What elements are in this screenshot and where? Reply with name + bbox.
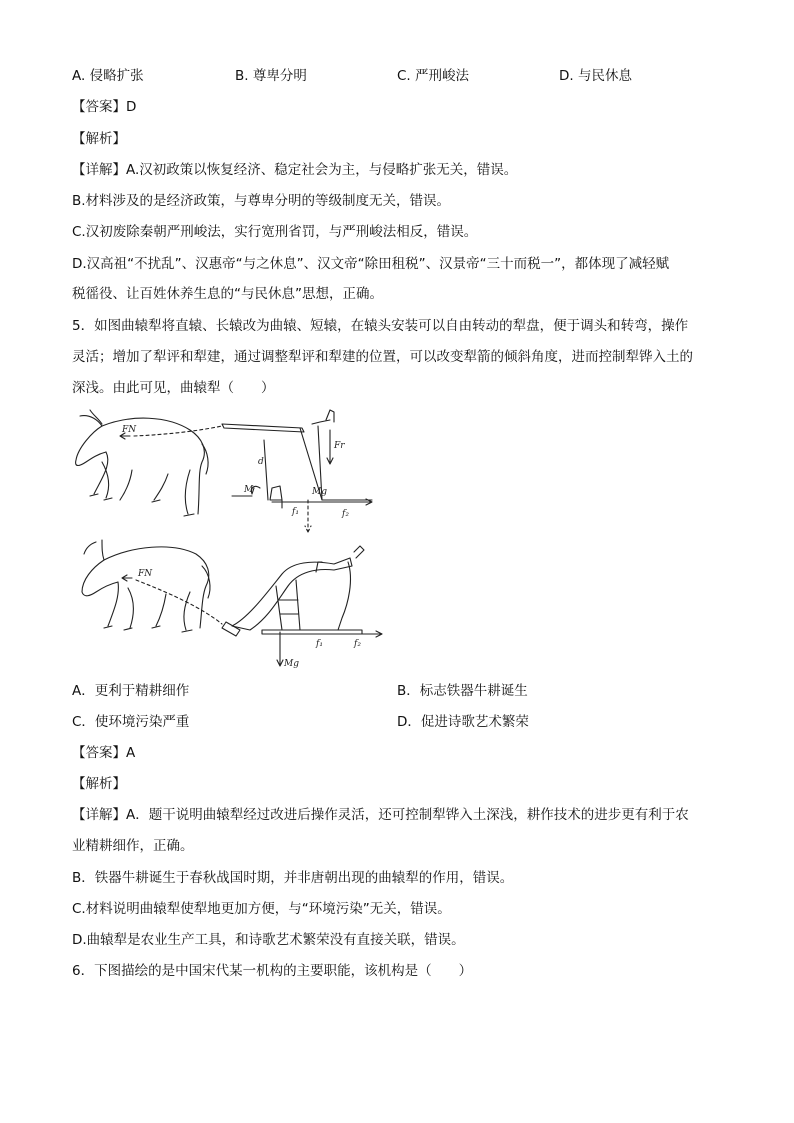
q4-detail-1: 【详解】A.汉初政策以恢复经济、稳定社会为主，与侵略扩张无关，错误。 — [72, 162, 518, 178]
q5-detail-3: B．铁器牛耕诞生于春秋战国时期，并非唐朝出现的曲辕犁的作用，错误。 — [72, 870, 514, 886]
ox-sketch-bottom — [82, 540, 210, 632]
label-bottom-fn: FN — [138, 569, 153, 579]
q5-analysis-label: 【解析】 — [72, 776, 126, 792]
label-top-fr: Fr — [334, 441, 345, 451]
q4-detail-2: B.材料涉及的是经济政策，与尊卑分明的等级制度无关，错误。 — [72, 193, 451, 209]
label-top-f2: f₂ — [342, 509, 349, 519]
q5-option-b: B．标志铁器牛耕诞生 — [397, 683, 528, 699]
q5-option-a: A．更利于精耕细作 — [72, 683, 190, 699]
q4-answer: 【答案】D — [72, 99, 137, 115]
q5-stem-1: 5．如图曲辕犁将直辕、长辕改为曲辕、短辕，在辕头安装可以自由转动的犁盘，便于调头和转弯，操作 — [72, 318, 689, 334]
label-top-m: M — [244, 485, 254, 495]
q5-detail-5: D.曲辕犁是农业生产工具，和诗歌艺术繁荣没有直接关联，错误。 — [72, 932, 465, 948]
curved-plough-sketch — [222, 546, 364, 636]
label-top-fn: FN — [122, 425, 137, 435]
label-bottom-f1: f₁ — [316, 639, 323, 649]
plough-figure — [72, 404, 388, 674]
q4-option-b: B. 尊卑分明 — [235, 68, 307, 84]
q4-analysis-label: 【解析】 — [72, 131, 126, 147]
label-top-mg: Mg — [312, 487, 327, 497]
label-top-d: d — [258, 457, 264, 467]
q5-stem-3: 深浅。由此可见，曲辕犁（ ） — [72, 380, 275, 396]
q4-detail-4: D.汉高祖“不扰乱”、汉惠帝“与之休息”、汉文帝“除田租税”、汉景帝“三十而税一”，都体现了减轻赋 — [72, 256, 670, 272]
label-top-f1: f₁ — [292, 507, 299, 517]
label-bottom-mg: Mg — [284, 659, 299, 669]
q5-detail-4: C.材料说明曲辕犁使犁地更加方便，与“环境污染”无关，错误。 — [72, 901, 451, 917]
q4-detail-3: C.汉初废除秦朝严刑峻法，实行宽刑省罚，与严刑峻法相反，错误。 — [72, 224, 478, 240]
q5-answer: 【答案】A — [72, 745, 136, 761]
q4-detail-5: 税徭役、让百姓休养生息的“与民休息”思想，正确。 — [72, 286, 383, 302]
q5-option-c: C．使环境污染严重 — [72, 714, 190, 730]
ox-sketch-top — [76, 410, 208, 516]
q6-stem: 6．下图描绘的是中国宋代某一机构的主要职能，该机构是（ ） — [72, 963, 473, 979]
q5-stem-2: 灵活；增加了犁评和犁建，通过调整犁评和犁建的位置，可以改变犁箭的倾斜角度，进而控制犁铧入土的 — [72, 349, 693, 365]
q5-detail-2: 业精耕细作，正确。 — [72, 838, 194, 854]
q5-detail-1: 【详解】A．题干说明曲辕犁经过改进后操作灵活，还可控制犁铧入土深浅，耕作技术的进步更有利于农 — [72, 807, 689, 823]
q4-option-a: A. 侵略扩张 — [72, 68, 144, 84]
label-bottom-f2: f₂ — [354, 639, 361, 649]
q4-option-d: D. 与民休息 — [559, 68, 632, 84]
q4-option-c: C. 严刑峻法 — [397, 68, 470, 84]
q5-option-d: D．促进诗歌艺术繁荣 — [397, 714, 529, 730]
